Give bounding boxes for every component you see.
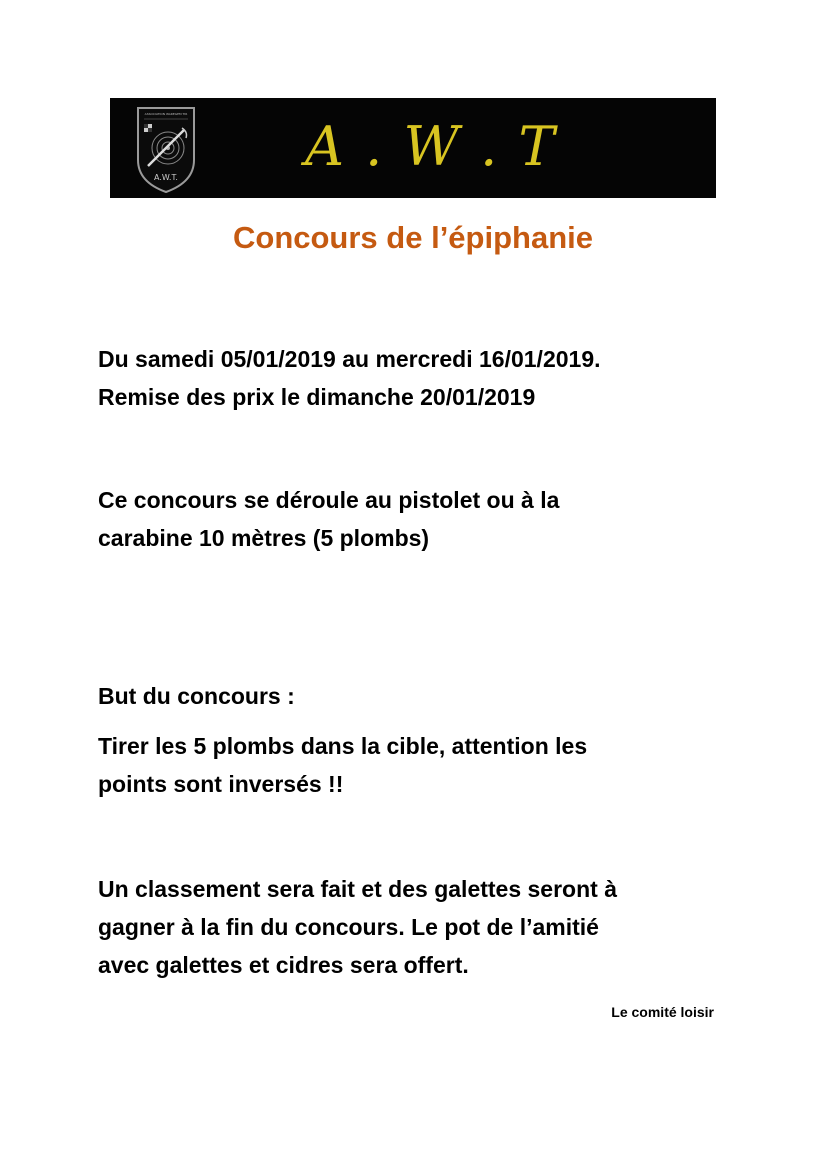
- emblem-label: A.W.T.: [154, 173, 178, 182]
- ranking-line-1: Un classement sera fait et des galettes seront à: [98, 876, 617, 902]
- goal-heading-line: But du concours :: [98, 683, 295, 709]
- signature: Le comité loisir: [611, 1004, 714, 1020]
- emblem-small-text: ASSOCIATION WAREGEM TIR: [144, 112, 188, 116]
- dates-line-2: Remise des prix le dimanche 20/01/2019: [98, 384, 536, 410]
- discipline-line-1: Ce concours se déroule au pistolet ou à la: [98, 487, 560, 513]
- club-emblem-icon: [134, 104, 198, 194]
- ranking-line-3: avec galettes et cidres sera offert.: [98, 952, 469, 978]
- header-banner: [110, 98, 716, 198]
- discipline-paragraph: [98, 481, 738, 557]
- goal-line-2: points sont inversés !!: [98, 771, 344, 797]
- ranking-paragraph: [98, 870, 738, 984]
- goal-line-1: Tirer les 5 plombs dans la cible, attention les: [98, 733, 588, 759]
- dates-paragraph: [98, 340, 738, 416]
- logo-text: A . W . T: [305, 115, 557, 178]
- dates-line-1: Du samedi 05/01/2019 au mercredi 16/01/2019.: [98, 346, 601, 372]
- shield-emblem-icon: [134, 104, 198, 194]
- discipline-line-2: carabine 10 mètres (5 plombs): [98, 525, 430, 551]
- page-title: Concours de l’épiphanie: [233, 220, 593, 255]
- goal-heading: [98, 677, 738, 715]
- ranking-line-2: gagner à la fin du concours. Le pot de l’amitié: [98, 914, 599, 940]
- goal-paragraph: [98, 727, 738, 803]
